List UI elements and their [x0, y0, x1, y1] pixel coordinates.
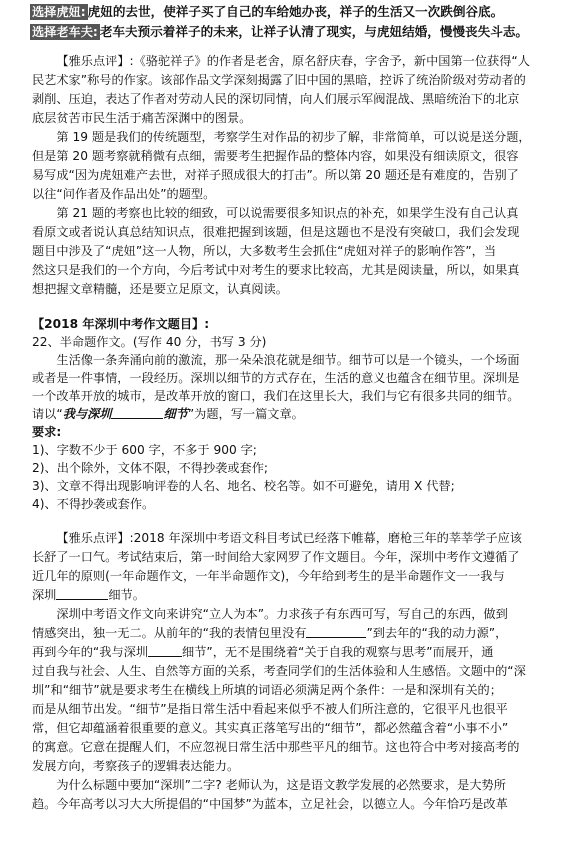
- commentary1-line: 第 21 题的考察也比较的细致，可以说需要很多知识点的补充，如果学生没有自己认真: [56, 206, 519, 220]
- exam-title-instruction: 请以“我与深圳 细节”为题，写一篇文章。: [32, 407, 304, 421]
- essay-title-blank: [56, 587, 108, 600]
- commentary-essay: [32, 529, 552, 814]
- commentary1-line: 看原文或者说认真总结知识点，很难把握到该题，但是这题也不是没有突破口，我们会发现: [32, 225, 520, 239]
- commentary2-line: 近几年的原则(一年命题作文，一年半命题作文)，今年给到考生的是半命题作文一一我与: [32, 569, 505, 583]
- commentary2-line: 情感突出，独一无二。从前年的“我的表情包里没有 ”到去年的“我的动力源”，: [32, 626, 508, 640]
- choice-text-old-puller: 老车夫预示着祥子的未来，让祥子认清了现实，与虎妞结婚，慢慢丧失斗志。: [99, 24, 528, 39]
- commentary1-line: 第 19 题是我们的传统题型，考察学生对作品的初步了解，非常简单，可以说是送分题，: [56, 130, 531, 144]
- exam-body-line: 一个改革开放的城市，是改革开放的窗口，我们在这里长大，我们与它有很多共同的细节。: [32, 389, 520, 403]
- choice-tag-old-puller: 选择老车夫:: [32, 25, 98, 39]
- commentary2-line: 深圳中考语文作文向来讲究“立人为本”。力求孩子有东西可写，写自己的东西，做到: [56, 607, 508, 621]
- choice-huniu: [30, 2, 552, 22]
- choice-old-rickshaw-puller: [30, 22, 552, 42]
- requirement-item: 4)、不得抄袭或套作。: [32, 497, 155, 511]
- commentary1-line: 但是第 20 题考察就稍微有点细，需要考生把握作品的整体内容，如果没有细读原文，很容: [32, 149, 519, 163]
- exam-heading: 【2018 年深圳中考作文题目】:: [32, 317, 210, 331]
- choice-text-huniu: 虎妞的去世，使祥子买了自己的车给她办丧，祥子的生活又一次跌倒谷底。: [87, 4, 504, 19]
- exam-body-line: 生活像一条奔涌向前的激流，那一朵朵浪花就是细节。细节可以是一个镜头，一个场面: [56, 353, 520, 367]
- current-title-blank: [148, 644, 182, 657]
- exam-section: [32, 315, 552, 513]
- commentary1-line: 民艺术家”称号的作家。该部作品文学深刻揭露了旧中国的黑暗，控诉了统治阶级对劳动者的: [32, 73, 526, 87]
- requirement-item: 3)、文章不得出现影响评卷的人名、地名、校名等。如不可避免，请用 X 代替;: [32, 479, 455, 493]
- commentary2-line: 为什么标题中要加“深圳”二字? 老师认为，这是语文教学发展的必然要求，是大势所: [56, 778, 506, 792]
- commentary2-line: 趋。今年高考以习大大所提倡的“中国梦”为蓝本，立足社会，以德立人。今年恰巧是改革: [32, 797, 508, 811]
- commentary1-line: 易写成“因为虎妞难产去世，对祥子照成很大的打击”。所以第 20 题还是有难度的，告别了: [32, 168, 519, 182]
- title-blank: [111, 406, 163, 419]
- commentary-xiangzi: [32, 52, 552, 299]
- commentary2-line: 常，但它却蕴涵着很重要的意义。其实真正落笔写出的“细节”，都必然蕴含着“小事不小”: [32, 721, 509, 735]
- commentary1-line: 【雅乐点评】:《骆驼祥子》的作者是老舍，原名舒庆春，字舍予，新中国第一位获得“人: [56, 54, 530, 68]
- exam-question-label: 22、半命题作文。(写作 40 分，书写 3 分): [32, 335, 267, 349]
- commentary2-line: 过自我与社会、人生、自然等方面的关系，考查同学们的生活体验和人生感悟。文题中的“深: [32, 664, 526, 678]
- commentary2-line: 长舒了一口气。考试结束后，第一时间给大家网罗了作文题目。今年，深圳中考作文遵循了: [32, 550, 520, 564]
- commentary1-line: 底层贫苦市民生活于痛苦深渊中的图景。: [32, 111, 252, 125]
- requirement-item: 1)、字数不少于 600 字，不多于 900 字;: [32, 443, 257, 457]
- commentary2-line: 再到今年的“我与深圳 细节”，无不是围绕着“关于自我的观察与思考”而展开，通: [32, 645, 494, 659]
- commentary2-line: 发展方向，考察孩子的逻辑表达能力。: [32, 759, 240, 773]
- title-part-a: 我与深圳: [62, 407, 112, 421]
- commentary1-line: 题目中涉及了“虎妞”这一人物，所以，大多数考生会抓住“虎妞对祥子的影响作答”，当: [32, 244, 497, 258]
- commentary1-line: 然这只是我们的一个方向，今后考试中对考生的要求比较高，尤其是阅读量，所以，如果真: [32, 263, 520, 277]
- past-title-blank: [306, 625, 366, 638]
- commentary1-line: 剥削、压迫，表达了作者对劳动人民的深切同情，向人们展示军阀混战、黑暗统治下的北京: [32, 92, 520, 106]
- commentary2-line: 而是从细节出发。“细节”是指日常生活中看起来似乎不被人们所注意的，它很平凡也很平: [32, 702, 508, 716]
- commentary1-line: 想把握文章精髓，还是要立足原文，认真阅读。: [32, 282, 288, 296]
- commentary2-line: 深圳 细节。: [32, 588, 145, 602]
- commentary2-line: 的寓意。它意在提醒人们，不应忽视日常生活中那些平凡的细节。这也符合中考对接高考的: [32, 740, 520, 754]
- requirement-item: 2)、出个除外，文体不限，不得抄袭或套作;: [32, 461, 268, 475]
- commentary1-line: 以往“问作者及作品出处”的题型。: [32, 187, 216, 201]
- choice-tag-huniu: 选择虎妞:: [32, 5, 86, 19]
- exam-body-line: 或者是一件事情，一段经历。深圳以细节的方式存在，生活的意义也蕴含在细节里。深圳是: [32, 371, 520, 385]
- commentary2-line: 圳”和“细节”就是要求考生在横线上所填的词语必须满足两个条件：一是和深圳有关的；: [32, 683, 502, 697]
- requirements-heading: 要求:: [32, 425, 62, 439]
- title-part-b: 细节: [163, 407, 188, 421]
- commentary2-line: 【雅乐点评】:2018 年深圳中考语文科目考试已经落下帷幕，磨枪三年的莘莘学子应该: [56, 531, 522, 545]
